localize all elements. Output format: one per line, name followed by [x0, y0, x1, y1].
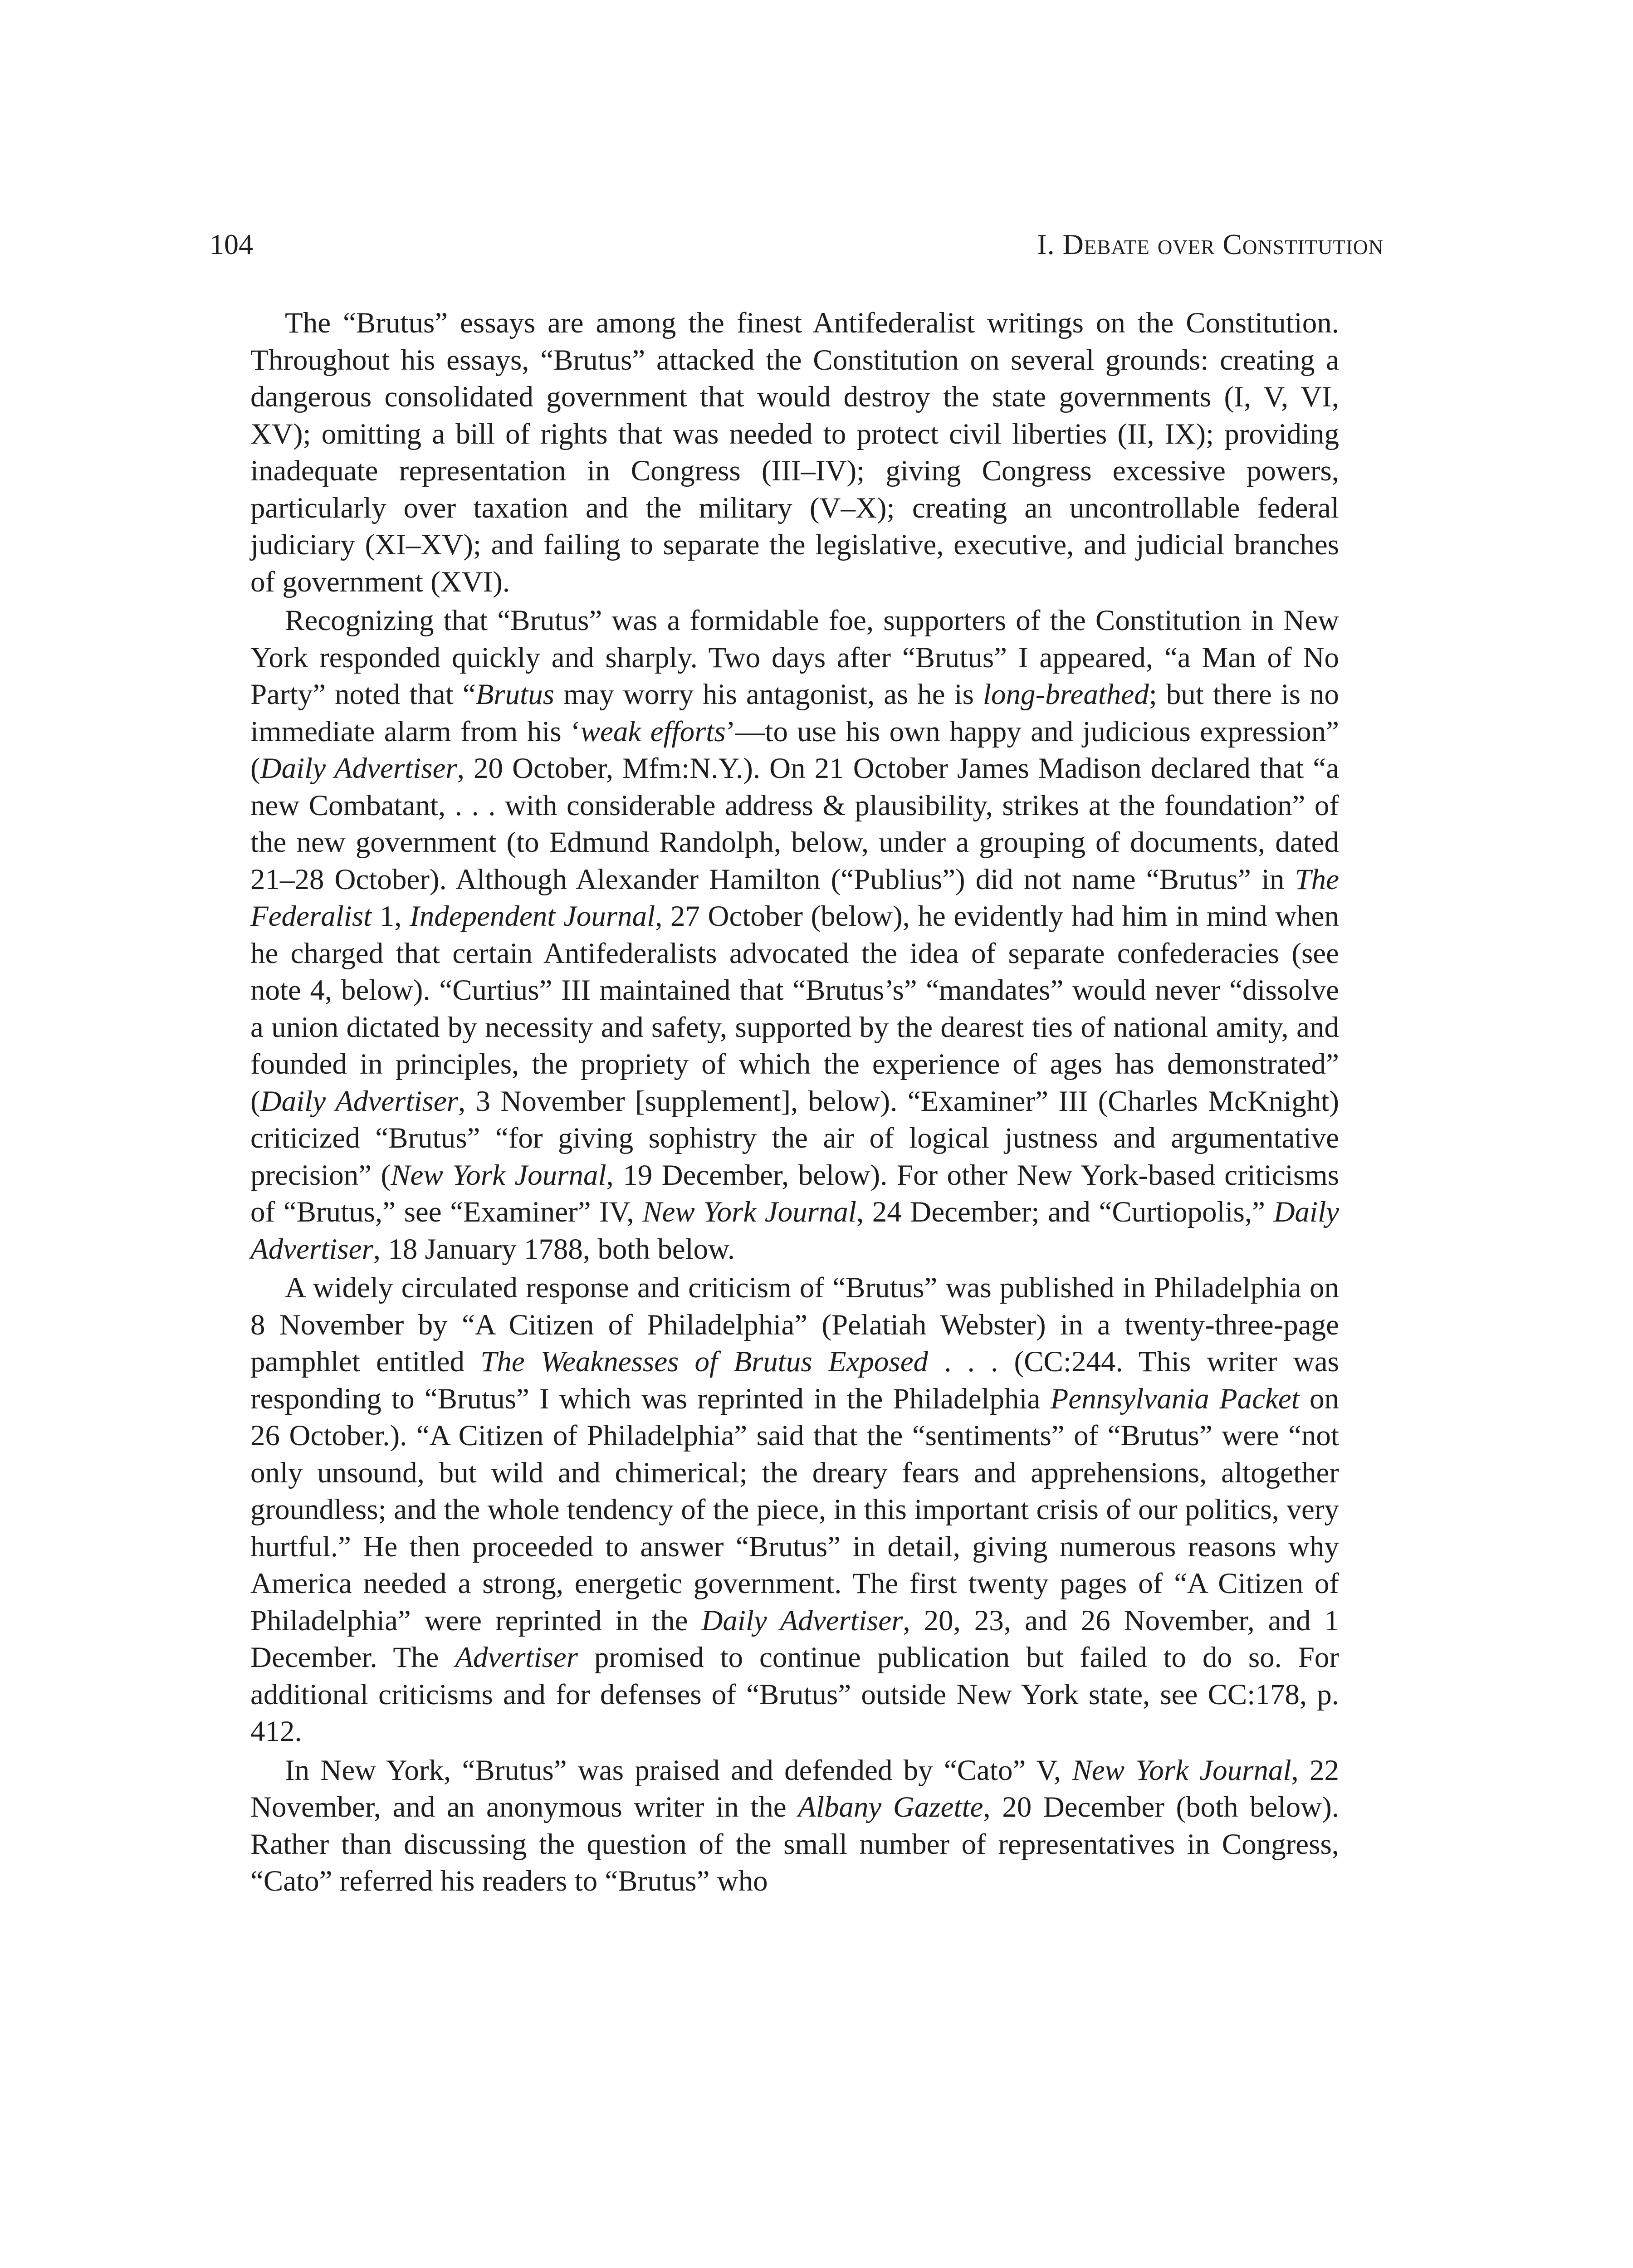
italic-title: Daily Advertiser [260, 1085, 458, 1118]
italic-title: Albany Gazette [798, 1791, 983, 1823]
italic-title: Brutus [475, 678, 555, 711]
italic-title: weak efforts [580, 715, 726, 748]
running-head-title: I. Debate over Constitution [1037, 228, 1384, 260]
italic-title: long-breathed [983, 678, 1149, 711]
paragraph: Recognizing that “Brutus” was a formidable foe, supporters of the Constitution in New York responded quickly and sharply. Two days after “Brutus” I appeared, “a Man of No Party” noted that “Brutus may worry his antagonist, as he is long-breathed; but there is no immediate alarm from his ‘weak efforts’—to use his own happy and judicious expression” (Daily Advertiser, 20 October, Mfm:N.Y.). On 21 October James Madison declared that “a new Combatant, . . . with considerable address & plausibility, strikes at the foundation” of the new government (to Edmund Randolph, below, under a grouping of documents, dated 21–28 October). Although Alexander Hamilton (“Publius”) did not name “Brutus” in The Federalist 1, Independent Journal, 27 October (below), he evidently had him in mind when he charged that certain Antifederalists advocated the idea of separate confederacies (see note 4, below). “Curtius” III maintained that “Brutus’s” “mandates” would never “dissolve a union dictated by necessity and safety, supported by the dearest ties of national amity, and founded in principles, the propriety of which the experience of ages has demonstrated” (Daily Advertiser, 3 November [supplement], below). “Examiner” III (Charles McKnight) criticized “Brutus” “for giving sophistry the air of logical justness and argumentative precision” (New York Journal, 19 December, below). For other New York-based criticisms of “Brutus,” see “Examiner” IV, New York Journal, 24 December; and “Curtiopolis,” Daily Advertiser, 18 January 1788, both below. [250, 604, 1340, 1266]
italic-title: Pennsylvania Packet [1050, 1382, 1300, 1415]
paragraph: In New York, “Brutus” was praised and defended by “Cato” V, New York Journal, 22 November, and an anonymous writer in the Albany Gazette, 20 December (both below). Rather than discussing the question of the small number of representatives in Congress, “Cato” referred his readers to “Brutus” who [250, 1754, 1340, 1897]
italic-title: The Weaknesses of Brutus Exposed [480, 1345, 929, 1378]
italic-title: New York Journal [391, 1158, 606, 1192]
italic-title: The Federalist [250, 863, 1339, 933]
italic-title: Daily Advertiser [701, 1604, 903, 1637]
paragraph: The “Brutus” essays are among the finest Antifederalist writings on the Constitution. Throughout his essays, “Brutus” attacked the Constitution on several grounds: creating a dangerous consolidated government that would destroy the state governments (I, V, VI, XV); omitting a bill of rights that was needed to protect civil liberties (II, IX); providing inadequate representation in Congress (III–IV); giving Congress excessive powers, particularly over taxation and the military (V–X); creating an uncontrollable federal judiciary (XI–XV); and failing to separate the legislative, executive, and judicial branches of government (XVI). [250, 307, 1339, 598]
italic-title: Daily Advertiser [250, 1196, 1340, 1266]
paragraph: A widely circulated response and criticism of “Brutus” was published in Philadelphia on 8 November by “A Citizen of Philadelphia” (Pelatiah Webster) in a twenty-three-page pamphlet entitled The Weaknesses of Brutus Exposed . . . (CC:244. This writer was responding to “Brutus” I which was reprinted in the Philadelphia Pennsylvania Packet on 26 October.). “A Citizen of Philadelphia” said that the “sentiments” of “Brutus” were “not only unsound, but wild and chimerical; the dreary fears and apprehensions, altogether groundless; and the whole tendency of the piece, in this important crisis of our politics, very hurtful.” He then proceeded to answer “Brutus” in detail, giving numerous reasons why America needed a strong, energetic government. The first twenty pages of “A Citizen of Philadelphia” were reprinted in the Daily Advertiser, 20, 23, and 26 November, and 1 December. The Advertiser promised to continue publication but failed to do so. For additional criticisms and for defenses of “Brutus” outside New York state, see CC:178, p. 412. [250, 1271, 1340, 1748]
italic-title: Advertiser [455, 1641, 578, 1674]
page-number: 104 [210, 228, 253, 260]
running-head [210, 224, 1384, 265]
body-text [250, 305, 1339, 1900]
italic-title: Daily Advertiser [260, 752, 457, 785]
italic-title: Independent Journal [410, 900, 655, 933]
italic-title: New York Journal [1072, 1754, 1291, 1787]
italic-title: New York Journal [642, 1196, 856, 1228]
